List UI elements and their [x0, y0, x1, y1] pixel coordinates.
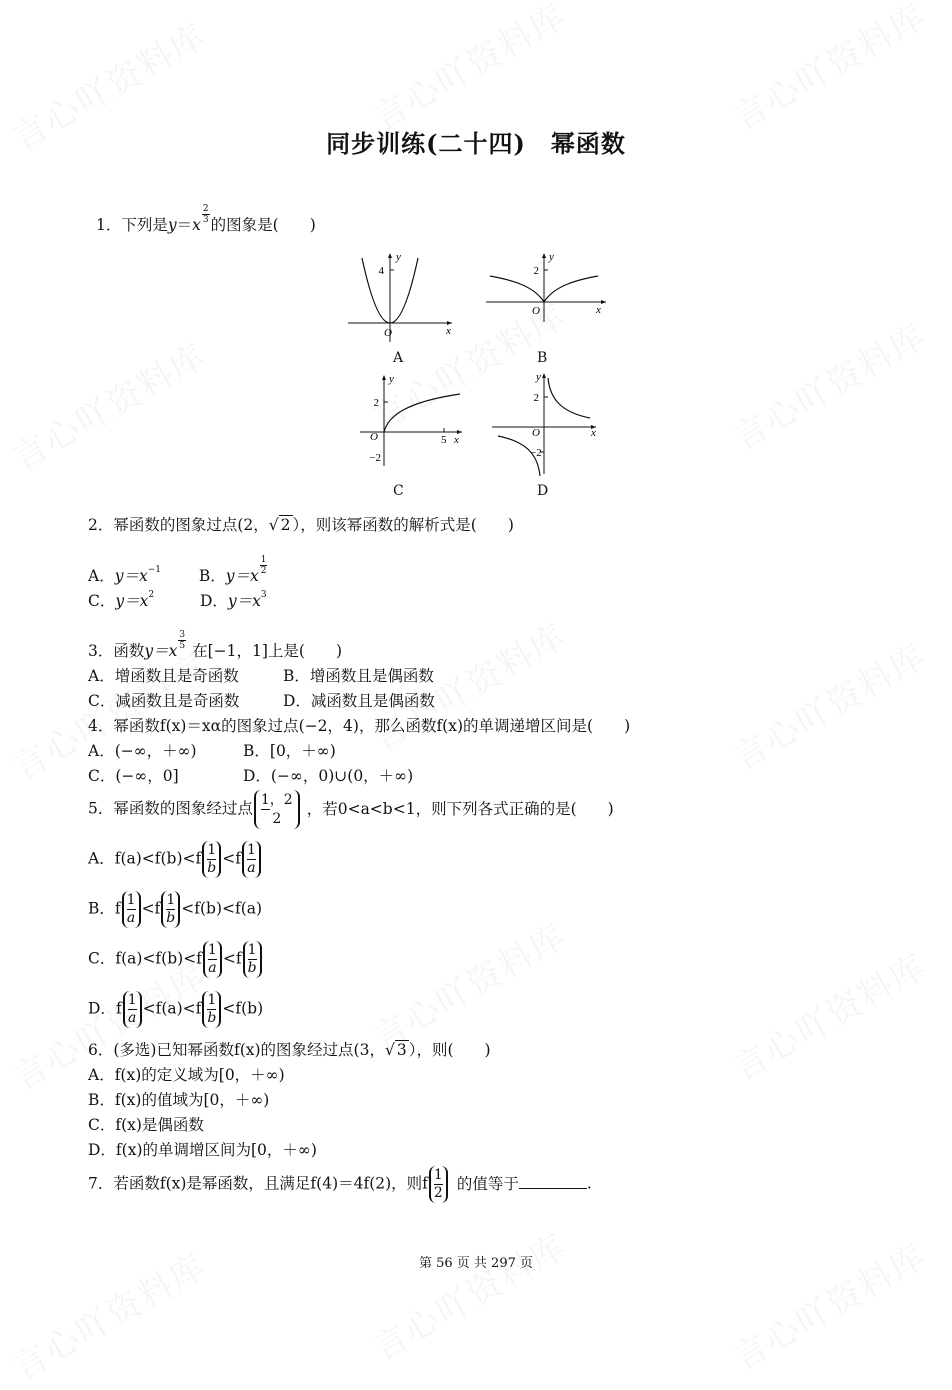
page-footer: 第 56 页 共 297 页 — [418, 1256, 534, 1271]
graph-c-tick-2: 2 — [373, 397, 379, 409]
q2-options-row-1 — [88, 555, 268, 586]
graph-b-tick-2: 2 — [533, 265, 539, 277]
graph-d-y-label: y — [536, 371, 541, 383]
q1-expr-x: x — [192, 216, 201, 234]
graph-d-x-label: x — [591, 427, 596, 439]
q2-option-b: y＝x — [225, 567, 259, 585]
q3-expr: y＝x — [144, 642, 178, 660]
q1-expr-y: y — [167, 216, 177, 234]
q2-option-d-exp: 3 — [260, 590, 267, 600]
q5-option-a: A．f(a)<f(b)<f $\frac{1}{b}$ <f $\frac{1}{a}$ — [88, 841, 262, 878]
q7-tail: 的值等于 — [456, 1174, 519, 1193]
graph-a-y-label: y — [396, 251, 401, 263]
graph-c-x-label: x — [454, 434, 459, 446]
graph-d-tick-2: 2 — [533, 392, 539, 404]
sqrt-2: √ 2 — [268, 516, 291, 534]
q5-option-b: B．f $\frac{1}{a}$ <f $\frac{1}{b}$ <f(b)<f(a) — [88, 892, 263, 926]
q2-options-row-2 — [88, 589, 267, 611]
q3-option-a: A．增函数且是奇函数 — [88, 667, 239, 685]
q4-option-b: B．[0，＋∞) — [243, 742, 336, 760]
q5-option-c: C．f(a)<f(b)<f $\frac{1}{a}$ <f $\frac{1}{b}$ — [88, 941, 263, 978]
q2-text: 2．幂函数的图象过点(2， — [88, 516, 269, 534]
q2-option-d: y＝x — [227, 592, 261, 610]
graph-c-origin: O — [370, 431, 378, 443]
graph-b — [482, 250, 610, 325]
q4-option-c: C．(−∞，0] — [88, 767, 179, 785]
q2-option-b-label: B． — [198, 567, 226, 585]
q3-option-d: D．减函数且是偶函数 — [283, 692, 435, 710]
graph-c-label: C — [393, 483, 404, 499]
question-2 — [88, 513, 514, 535]
q6-option-b: B．f(x)的值域为[0，＋∞) — [88, 1091, 270, 1109]
q3-exponent: $\frac{3}{5}$ — [179, 630, 186, 651]
q2-tail: ），则该幂函数的解析式是( ) — [292, 516, 514, 534]
watermark — [362, 1219, 574, 1369]
watermark — [722, 0, 934, 140]
graph-a — [340, 250, 460, 345]
q4-option-d: D．(−∞，0)∪(0，＋∞) — [243, 767, 414, 785]
graph-d-origin: O — [532, 427, 540, 439]
watermark — [722, 939, 934, 1089]
question-3 — [88, 630, 342, 661]
q2-option-a: y＝x — [114, 567, 148, 585]
q7-fraction: $\frac{1}{2}$ — [429, 1166, 448, 1203]
q1-text: 下列是 — [121, 216, 168, 234]
q4-option-a: A．(−∞，＋∞) — [88, 742, 197, 760]
watermark — [722, 629, 934, 779]
q6-text: 6．(多选)已知幂函数f(x)的图象经过点(3， — [88, 1041, 385, 1059]
q2-option-b-exp: $\frac{1}{2}$ — [260, 555, 267, 576]
q5-point: 1，2 2 — [254, 790, 300, 829]
question-5 — [88, 790, 614, 829]
q6-option-a: A．f(x)的定义域为[0，＋∞) — [88, 1066, 285, 1084]
q3-option-c: C．减函数且是奇函数 — [88, 692, 240, 710]
graph-a-tick-4: 4 — [378, 265, 384, 277]
q7-end: . — [586, 1174, 592, 1193]
question-4: 4．幂函数f(x)＝xα的图象过点(−2，4)，那么函数f(x)的单调递增区间是( ) — [88, 717, 631, 735]
q2-option-a-exp: −1 — [147, 565, 161, 575]
watermark — [722, 309, 934, 459]
graph-a-origin: O — [384, 327, 392, 339]
q3-tail: 在[−1，1]上是( ) — [192, 642, 343, 660]
page-title: 同步训练(二十四) 幂函数 — [326, 129, 626, 158]
graph-d-tick-neg2: −2 — [530, 447, 542, 459]
watermark — [2, 329, 214, 479]
q1-number: 1． — [96, 216, 122, 234]
q3-option-b: B．增函数且是偶函数 — [283, 667, 434, 685]
q6-tail: ），则( ) — [408, 1041, 491, 1059]
q7-text: 7．若函数f(x)是幂函数，且满足f(4)＝4f(2)，则f — [88, 1174, 428, 1193]
graph-c-y-label: y — [389, 373, 394, 385]
q5-text: 5．幂函数的图象经过点 — [88, 799, 253, 818]
q2-option-c-exp: 2 — [148, 590, 155, 600]
q3-text: 3．函数 — [88, 642, 145, 660]
q1-tail: 的图象是( ) — [210, 216, 316, 234]
q6-option-d: D．f(x)的单调增区间为[0，＋∞) — [88, 1141, 317, 1159]
watermark — [362, 0, 574, 140]
graph-a-label: A — [393, 350, 404, 366]
graph-b-x-label: x — [596, 304, 601, 316]
graph-d — [490, 370, 602, 478]
q1-expr-eq: ＝ — [176, 216, 193, 234]
q1-exponent: $\frac{2}{3}$ — [202, 204, 209, 225]
graph-c-tick-neg2: −2 — [369, 452, 381, 464]
q2-option-d-label: D． — [199, 592, 228, 610]
graph-b-origin: O — [532, 305, 540, 317]
question-7 — [88, 1166, 592, 1203]
question-6 — [88, 1038, 491, 1060]
graph-a-x-label: x — [446, 325, 451, 337]
graph-b-label: B — [537, 350, 548, 366]
sqrt-3: √ 3 — [384, 1041, 407, 1059]
q2-option-c: y＝x — [115, 592, 149, 610]
q6-option-c: C．f(x)是偶函数 — [88, 1116, 204, 1134]
q7-answer-blank[interactable] — [519, 1176, 587, 1189]
graph-c-tick-5: 5 — [441, 434, 447, 446]
graph-c — [356, 372, 468, 470]
q2-option-c-label: C． — [88, 592, 116, 610]
graph-d-label: D — [537, 483, 549, 499]
graph-b-y-label: y — [549, 251, 554, 263]
question-1 — [96, 204, 316, 235]
q2-option-a-label: A． — [88, 567, 115, 585]
q5-option-d: D．f $\frac{1}{a}$ <f(a)<f $\frac{1}{b}$ <f(b) — [88, 992, 264, 1026]
q5-tail: ，若0<a<b<1，则下列各式正确的是( ) — [306, 799, 614, 818]
